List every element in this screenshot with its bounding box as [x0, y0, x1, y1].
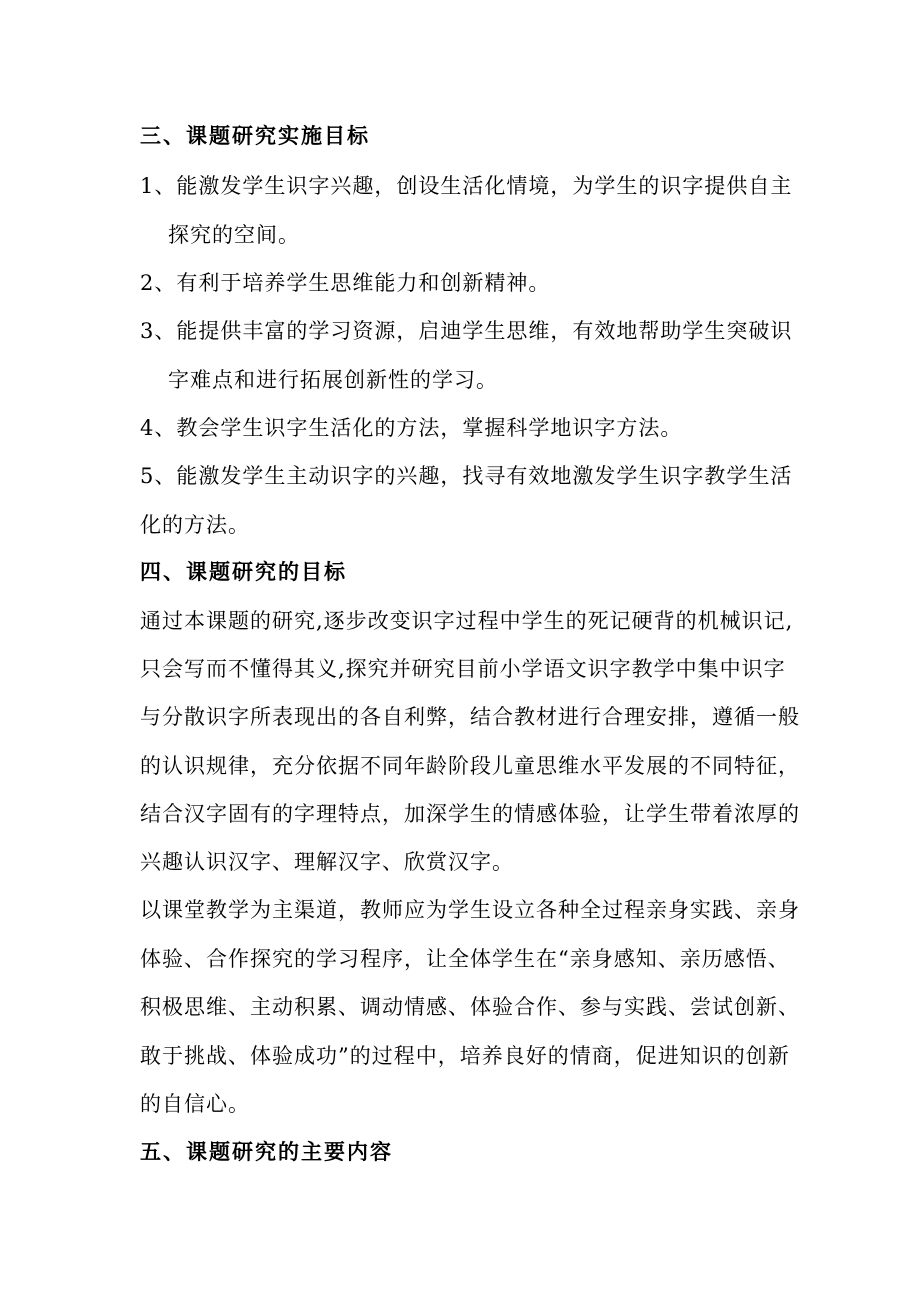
- goal-4-line-1: 4、教会学生识字生活化的方法，掌握科学地识字方法。: [140, 416, 683, 440]
- section-4-para-1-line: 的认识规律，充分依据不同年龄阶段儿童思维水平发展的不同特征，: [140, 754, 800, 778]
- section-5-heading: 五、课题研究的主要内容: [140, 1139, 393, 1164]
- goal-3-line-1: 3、能提供丰富的学习资源，启迪学生思维，有效地帮助学生突破识: [140, 319, 793, 343]
- section-4-para-1-line: 只会写而不懂得其义,探究并研究目前小学语文识字教学中集中识字: [140, 657, 786, 681]
- section-3-heading: 三、课题研究实施目标: [140, 123, 370, 148]
- section-4-para-2-line: 敢于挑战、体验成功”的过程中，培养良好的情商，促进知识的创新: [140, 1044, 790, 1068]
- section-4-para-1-line: 通过本课题的研究,逐步改变识字过程中学生的死记硬背的机械识记,: [140, 609, 794, 633]
- section-4-para-2-line: 的自信心。: [140, 1092, 250, 1116]
- section-4-para-1-line: 与分散识字所表现出的各自利弊，结合教材进行合理安排，遵循一般: [140, 705, 800, 729]
- section-4-para-2-line: 体验、合作探究的学习程序，让全体学生在“亲身感知、亲历感悟、: [140, 947, 790, 971]
- goal-5-line-1: 5、能激发学生主动识字的兴趣，找寻有效地激发学生识字教学生活: [140, 464, 793, 488]
- section-4-para-2-line: 以课堂教学为主渠道，教师应为学生设立各种全过程亲身实践、亲身: [140, 898, 800, 922]
- section-4-para-1-line: 结合汉字固有的字理特点，加深学生的情感体验，让学生带着浓厚的: [140, 802, 800, 826]
- section-4-para-1-line: 兴趣认识汉字、理解汉字、欣赏汉字。: [140, 850, 514, 874]
- goal-3-line-2: 字难点和进行拓展创新性的学习。: [168, 368, 498, 392]
- goal-2-line-1: 2、有利于培养学生思维能力和创新精神。: [140, 271, 551, 295]
- goal-5-line-2: 化的方法。: [140, 513, 250, 537]
- section-4-para-2-line: 积极思维、主动积累、调动情感、体验合作、参与实践、尝试创新、: [140, 995, 800, 1019]
- section-4-heading: 四、课题研究的目标: [140, 559, 347, 584]
- goal-1-line-1: 1、能激发学生识字兴趣，创设生活化情境，为学生的识字提供自主: [140, 174, 793, 198]
- goal-1-line-2: 探究的空间。: [168, 223, 300, 247]
